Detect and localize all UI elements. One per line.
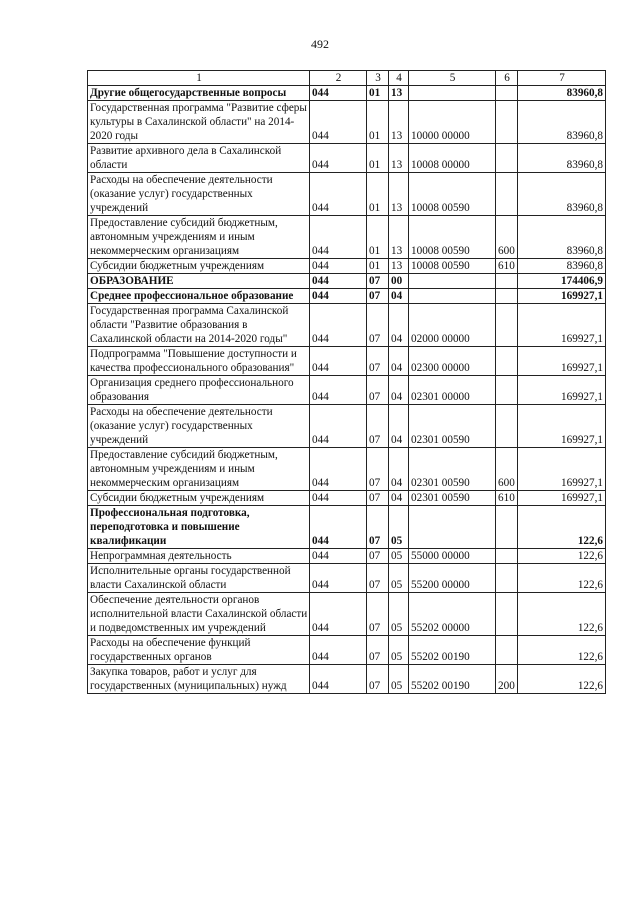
row-amount-cell: 174406,9 [518, 274, 606, 289]
row-name-cell: Расходы на обеспечение деятельности (оказание услуг) государственных учреждений [88, 173, 310, 216]
row-amount-cell: 122,6 [518, 506, 606, 549]
row-amount-cell: 169927,1 [518, 304, 606, 347]
row-section-cell: 07 [367, 593, 389, 636]
row-name-cell: Государственная программа "Развитие сферы культуры в Сахалинской области" на 2014-2020 годы [88, 101, 310, 144]
row-target-article-cell [409, 86, 496, 101]
table-row [88, 274, 606, 289]
row-target-article-cell: 02301 00590 [409, 405, 496, 448]
row-subsection-cell: 04 [389, 376, 409, 405]
row-expense-type-cell [496, 593, 518, 636]
row-expense-type-cell [496, 506, 518, 549]
row-amount-cell: 169927,1 [518, 347, 606, 376]
row-ved-cell: 044 [310, 274, 367, 289]
row-ved-cell: 044 [310, 216, 367, 259]
row-subsection-cell: 04 [389, 289, 409, 304]
row-name-cell: Среднее профессиональное образование [88, 289, 310, 304]
row-name-cell: Обеспечение деятельности органов исполнительной власти Сахалинской области и подведомственных им учреждений [88, 593, 310, 636]
row-target-article-cell: 55202 00000 [409, 593, 496, 636]
header-col-7: 7 [518, 71, 606, 86]
header-col-6: 6 [496, 71, 518, 86]
table-row [88, 564, 606, 593]
page-number: 492 [311, 37, 329, 51]
row-target-article-cell [409, 289, 496, 304]
row-subsection-cell: 05 [389, 636, 409, 665]
row-ved-cell: 044 [310, 101, 367, 144]
row-ved-cell: 044 [310, 347, 367, 376]
row-section-cell: 01 [367, 101, 389, 144]
row-amount-cell: 169927,1 [518, 289, 606, 304]
row-ved-cell: 044 [310, 593, 367, 636]
row-name-cell: Предоставление субсидий бюджетным, автономным учреждениям и иным некоммерческим организациям [88, 448, 310, 491]
row-target-article-cell: 10008 00590 [409, 216, 496, 259]
row-section-cell: 07 [367, 506, 389, 549]
row-section-cell: 01 [367, 86, 389, 101]
row-name-cell: Другие общегосударственные вопросы [88, 86, 310, 101]
row-expense-type-cell [496, 347, 518, 376]
row-subsection-cell: 04 [389, 448, 409, 491]
row-ved-cell: 044 [310, 665, 367, 694]
row-expense-type-cell [496, 376, 518, 405]
row-section-cell: 07 [367, 274, 389, 289]
row-name-cell: Предоставление субсидий бюджетным, автономным учреждениям и иным некоммерческим организациям [88, 216, 310, 259]
row-amount-cell: 83960,8 [518, 216, 606, 259]
row-expense-type-cell [496, 173, 518, 216]
row-amount-cell: 83960,8 [518, 101, 606, 144]
row-section-cell: 07 [367, 376, 389, 405]
row-amount-cell: 122,6 [518, 636, 606, 665]
row-name-cell: Закупка товаров, работ и услуг для государственных (муниципальных) нужд [88, 665, 310, 694]
budget-table [87, 70, 606, 694]
row-amount-cell: 83960,8 [518, 259, 606, 274]
table-row [88, 491, 606, 506]
row-subsection-cell: 00 [389, 274, 409, 289]
header-col-4: 4 [389, 71, 409, 86]
row-subsection-cell: 13 [389, 216, 409, 259]
row-amount-cell: 169927,1 [518, 448, 606, 491]
header-col-3: 3 [367, 71, 389, 86]
table-row [88, 259, 606, 274]
row-subsection-cell: 04 [389, 491, 409, 506]
table-row [88, 289, 606, 304]
row-section-cell: 07 [367, 636, 389, 665]
table-row [88, 448, 606, 491]
row-subsection-cell: 04 [389, 405, 409, 448]
row-subsection-cell: 13 [389, 144, 409, 173]
row-expense-type-cell [496, 405, 518, 448]
row-target-article-cell: 10008 00590 [409, 173, 496, 216]
row-name-cell: Исполнительные органы государственной власти Сахалинской области [88, 564, 310, 593]
row-expense-type-cell [496, 86, 518, 101]
row-expense-type-cell [496, 274, 518, 289]
row-expense-type-cell: 600 [496, 448, 518, 491]
row-amount-cell: 83960,8 [518, 144, 606, 173]
row-target-article-cell: 02301 00590 [409, 448, 496, 491]
row-section-cell: 07 [367, 665, 389, 694]
table-row [88, 101, 606, 144]
row-ved-cell: 044 [310, 405, 367, 448]
row-section-cell: 07 [367, 347, 389, 376]
row-target-article-cell: 10008 00000 [409, 144, 496, 173]
row-ved-cell: 044 [310, 636, 367, 665]
row-target-article-cell: 55000 00000 [409, 549, 496, 564]
row-ved-cell: 044 [310, 448, 367, 491]
row-name-cell: Расходы на обеспечение функций государственных органов [88, 636, 310, 665]
row-expense-type-cell [496, 289, 518, 304]
table-row [88, 376, 606, 405]
row-target-article-cell: 02000 00000 [409, 304, 496, 347]
row-ved-cell: 044 [310, 173, 367, 216]
row-subsection-cell: 13 [389, 173, 409, 216]
row-amount-cell: 122,6 [518, 665, 606, 694]
row-expense-type-cell: 610 [496, 259, 518, 274]
row-ved-cell: 044 [310, 549, 367, 564]
table-row [88, 405, 606, 448]
header-col-5: 5 [409, 71, 496, 86]
row-amount-cell: 169927,1 [518, 491, 606, 506]
row-name-cell: ОБРАЗОВАНИЕ [88, 274, 310, 289]
row-target-article-cell [409, 274, 496, 289]
row-section-cell: 01 [367, 144, 389, 173]
row-amount-cell: 122,6 [518, 564, 606, 593]
row-name-cell: Организация среднего профессионального образования [88, 376, 310, 405]
row-name-cell: Расходы на обеспечение деятельности (оказание услуг) государственных учреждений [88, 405, 310, 448]
row-subsection-cell: 13 [389, 101, 409, 144]
row-section-cell: 07 [367, 491, 389, 506]
row-subsection-cell: 05 [389, 665, 409, 694]
row-amount-cell: 169927,1 [518, 405, 606, 448]
row-ved-cell: 044 [310, 506, 367, 549]
table-row [88, 304, 606, 347]
row-name-cell: Развитие архивного дела в Сахалинской области [88, 144, 310, 173]
row-expense-type-cell [496, 144, 518, 173]
row-subsection-cell: 04 [389, 347, 409, 376]
row-amount-cell: 122,6 [518, 593, 606, 636]
row-expense-type-cell [496, 549, 518, 564]
table-header-row [88, 71, 606, 86]
row-expense-type-cell [496, 101, 518, 144]
table-row [88, 593, 606, 636]
row-subsection-cell: 05 [389, 506, 409, 549]
row-expense-type-cell: 200 [496, 665, 518, 694]
row-target-article-cell: 55200 00000 [409, 564, 496, 593]
row-subsection-cell: 05 [389, 549, 409, 564]
row-name-cell: Непрограммная деятельность [88, 549, 310, 564]
row-subsection-cell: 05 [389, 564, 409, 593]
table-row [88, 86, 606, 101]
row-section-cell: 07 [367, 448, 389, 491]
row-amount-cell: 83960,8 [518, 86, 606, 101]
row-ved-cell: 044 [310, 289, 367, 304]
row-ved-cell: 044 [310, 86, 367, 101]
row-name-cell: Профессиональная подготовка, переподготовка и повышение квалификации [88, 506, 310, 549]
row-section-cell: 07 [367, 289, 389, 304]
row-subsection-cell: 04 [389, 304, 409, 347]
row-expense-type-cell [496, 564, 518, 593]
row-target-article-cell: 02301 00000 [409, 376, 496, 405]
row-subsection-cell: 13 [389, 86, 409, 101]
row-section-cell: 01 [367, 259, 389, 274]
header-col-2: 2 [310, 71, 367, 86]
row-expense-type-cell [496, 304, 518, 347]
row-ved-cell: 044 [310, 144, 367, 173]
row-section-cell: 07 [367, 304, 389, 347]
row-amount-cell: 83960,8 [518, 173, 606, 216]
row-name-cell: Государственная программа Сахалинской области "Развитие образования в Сахалинской области на 2014-2020 годы" [88, 304, 310, 347]
table-row [88, 347, 606, 376]
row-section-cell: 07 [367, 564, 389, 593]
row-target-article-cell: 10008 00590 [409, 259, 496, 274]
table-row [88, 216, 606, 259]
row-target-article-cell: 55202 00190 [409, 665, 496, 694]
table-row [88, 506, 606, 549]
row-subsection-cell: 13 [389, 259, 409, 274]
row-section-cell: 01 [367, 216, 389, 259]
table-row [88, 173, 606, 216]
row-ved-cell: 044 [310, 376, 367, 405]
row-ved-cell: 044 [310, 564, 367, 593]
row-ved-cell: 044 [310, 491, 367, 506]
row-name-cell: Подпрограмма "Повышение доступности и качества профессионального образования" [88, 347, 310, 376]
row-name-cell: Субсидии бюджетным учреждениям [88, 491, 310, 506]
row-name-cell: Субсидии бюджетным учреждениям [88, 259, 310, 274]
row-amount-cell: 169927,1 [518, 376, 606, 405]
row-amount-cell: 122,6 [518, 549, 606, 564]
row-target-article-cell: 02300 00000 [409, 347, 496, 376]
row-target-article-cell [409, 506, 496, 549]
row-ved-cell: 044 [310, 304, 367, 347]
row-target-article-cell: 10000 00000 [409, 101, 496, 144]
row-section-cell: 07 [367, 405, 389, 448]
table-row [88, 144, 606, 173]
row-section-cell: 01 [367, 173, 389, 216]
table-row [88, 549, 606, 564]
header-col-1: 1 [88, 71, 310, 86]
row-expense-type-cell [496, 636, 518, 665]
row-target-article-cell: 55202 00190 [409, 636, 496, 665]
table-row [88, 636, 606, 665]
row-expense-type-cell: 610 [496, 491, 518, 506]
row-target-article-cell: 02301 00590 [409, 491, 496, 506]
table-row [88, 665, 606, 694]
row-subsection-cell: 05 [389, 593, 409, 636]
row-section-cell: 07 [367, 549, 389, 564]
row-expense-type-cell: 600 [496, 216, 518, 259]
row-ved-cell: 044 [310, 259, 367, 274]
